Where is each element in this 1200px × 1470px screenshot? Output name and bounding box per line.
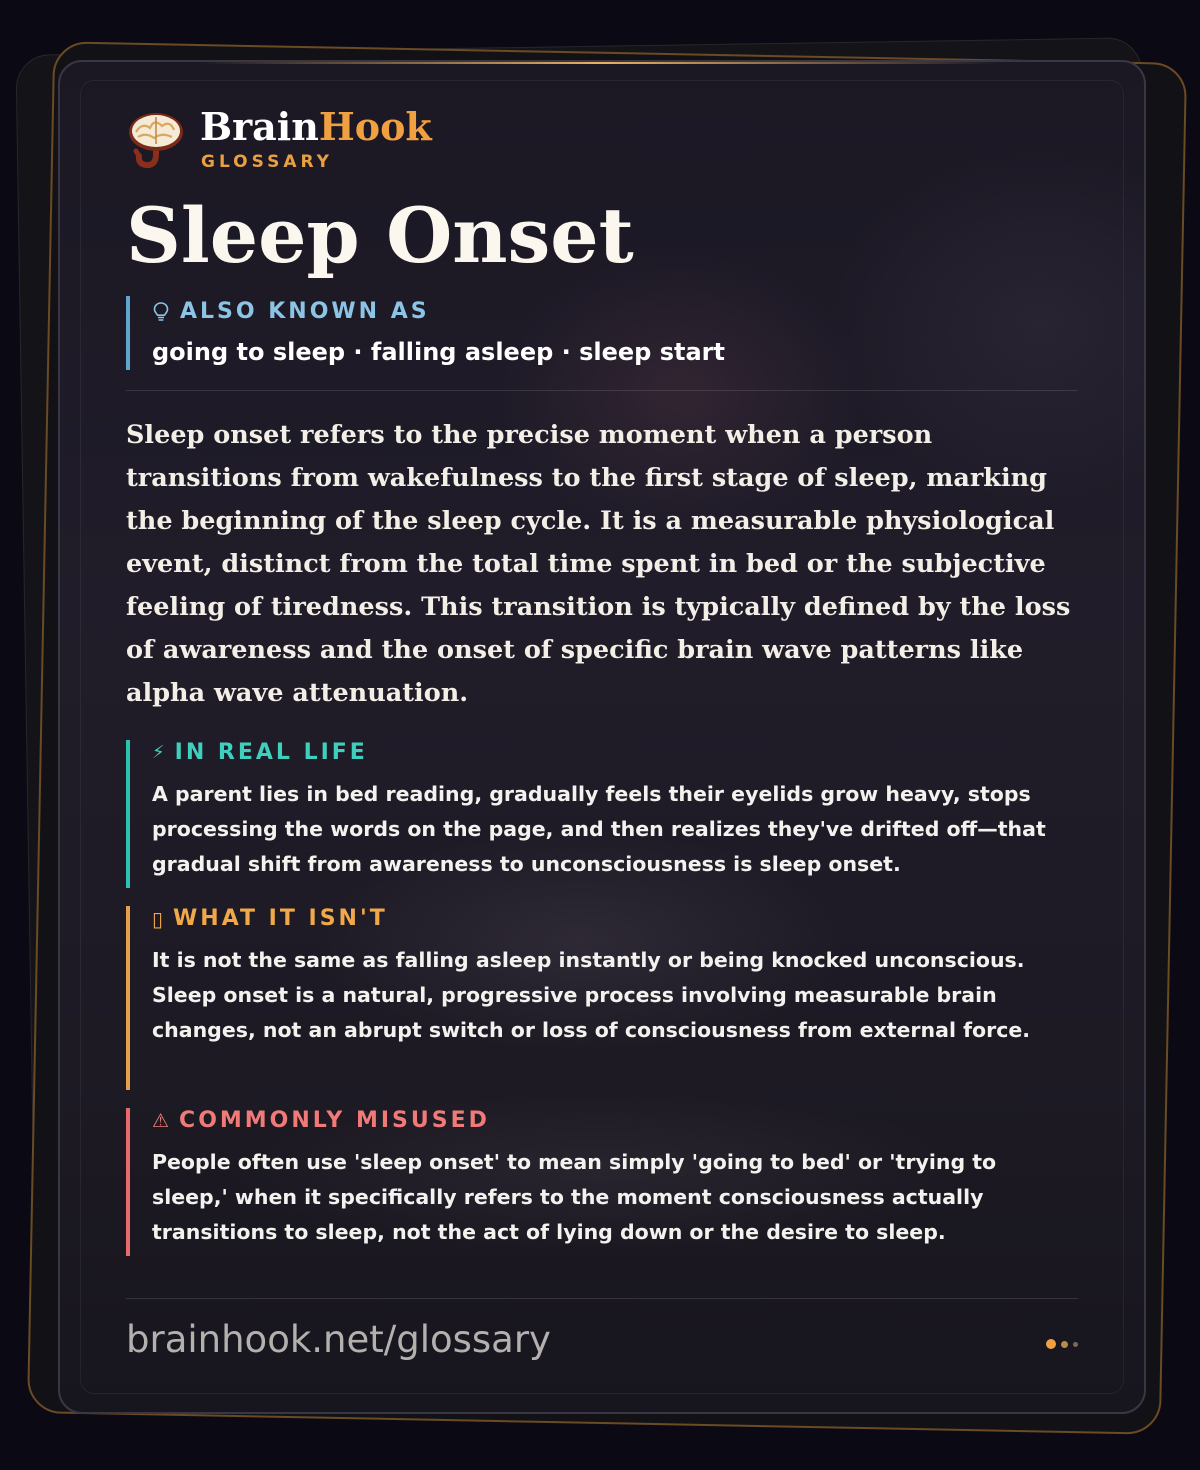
brand-name-brain: Brain <box>200 104 319 149</box>
commonly-misused-heading-row <box>152 1108 1078 1133</box>
brain-hook-icon <box>126 110 186 170</box>
term-title: Sleep Onset <box>126 191 634 280</box>
brand-name <box>200 104 432 149</box>
missing-glyph-icon: ▯ <box>152 906 164 931</box>
lightbulb-icon <box>152 301 170 323</box>
what-it-isnt-heading-row <box>152 906 1078 931</box>
page-dot-active <box>1046 1339 1056 1349</box>
card-top-highlight <box>200 62 1000 64</box>
lightning-icon: ⚡ <box>152 742 165 763</box>
commonly-misused-text: People often use 'sleep onset' to mean simply 'going to bed' or 'trying to sleep,' when it specifically refers to the moment consciousness actually transitions to sleep, not the act of lying down or the desire to sleep. <box>152 1150 997 1244</box>
commonly-misused-heading: COMMONLY MISUSED <box>179 1108 490 1133</box>
brand-subtitle: GLOSSARY <box>201 152 333 172</box>
also-known-as-heading-row <box>152 296 1078 324</box>
glossary-card <box>58 60 1146 1414</box>
also-known-as-heading: ALSO KNOWN AS <box>180 299 430 324</box>
in-real-life-text: A parent lies in bed reading, gradually feels their eyelids grow heavy, stops processing the words on the page, and then realizes they've drifted off—that gradual shift from awareness to unconsciousness is sleep onset. <box>152 782 1046 876</box>
brand-header <box>126 104 526 174</box>
footer-url[interactable]: brainhook.net/glossary <box>126 1318 551 1361</box>
page-dots-icon <box>1046 1339 1078 1349</box>
also-known-as-text: going to sleep · falling asleep · sleep start <box>152 338 725 366</box>
divider-top <box>126 390 1078 391</box>
warning-icon: ⚠ <box>152 1109 170 1132</box>
page-dot <box>1073 1342 1078 1347</box>
also-known-as-block <box>126 296 1078 370</box>
in-real-life-heading: IN REAL LIFE <box>174 740 368 765</box>
in-real-life-block <box>126 740 1078 888</box>
commonly-misused-block <box>126 1108 1078 1256</box>
page-dot <box>1061 1341 1068 1348</box>
definition-text: Sleep onset refers to the precise moment when a person transitions from wakefulness to the first stage of sleep, marking the beginning of the sleep cycle. It is a measurable physiological event, distinct from the total time spent in bed or the subjective feeling of tiredness. This transition is typically defined by the loss of awareness and the onset of specific brain wave patterns like alpha wave attenuation. <box>126 420 1071 708</box>
brand-name-hook: Hook <box>318 104 432 149</box>
divider-bottom <box>126 1298 1078 1299</box>
what-it-isnt-heading: WHAT IT ISN'T <box>173 906 388 931</box>
in-real-life-heading-row <box>152 740 1078 765</box>
what-it-isnt-block <box>126 906 1078 1090</box>
what-it-isnt-text: It is not the same as falling asleep instantly or being knocked unconscious. Sleep onset is a natural, progressive process involving measurable brain changes, not an abrupt switch or loss of consciousness from external force. <box>152 948 1031 1042</box>
